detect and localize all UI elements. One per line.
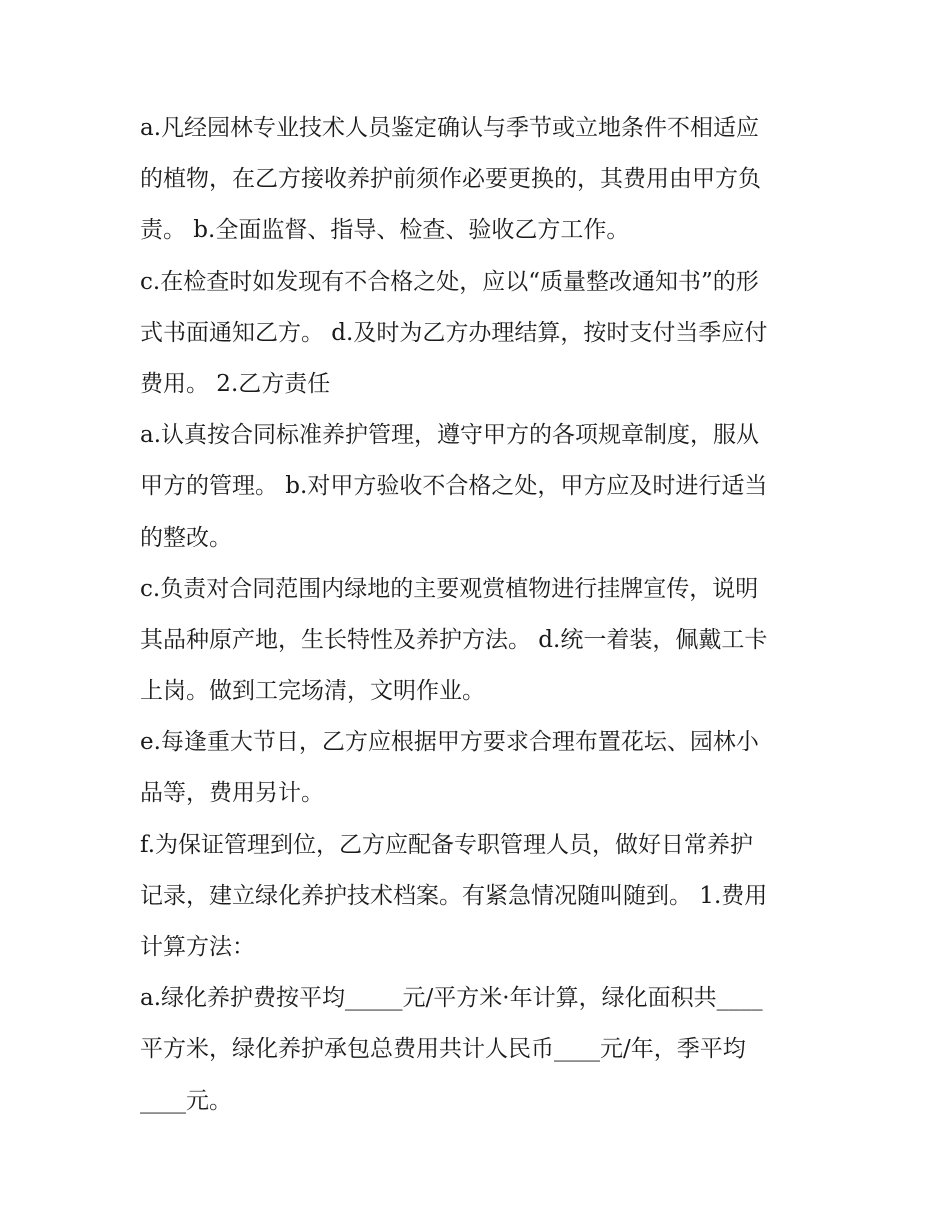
text-line: 的植物，在乙方接收养护前须作必要更换的，其费用由甲方负 <box>140 166 761 193</box>
text-line: a.认真按合同标准养护管理，遵守甲方的各项规章制度，服从 <box>140 422 760 449</box>
text-line: 记录，建立绿化养护技术档案。有紧急情况随叫随到。 1.费用 <box>140 882 768 909</box>
text-line: 计算方法： <box>140 934 255 960</box>
text-line: 品等，费用另计。 <box>140 780 324 807</box>
text-line: 式书面通知乙方。 d.及时为乙方办理结算，按时支付当季应付 <box>140 319 768 346</box>
document-body <box>140 103 820 1127</box>
text-line: c.在检查时如发现有不合格之处，应以“质量整改通知书”的形 <box>140 268 759 295</box>
text-line: f.为保证管理到位，乙方应配备专职管理人员，做好日常养护 <box>140 831 754 858</box>
text-line: a.凡经园林专业技术人员鉴定确认与季节或立地条件不相适应 <box>140 115 760 141</box>
text-line: a.绿化养护费按平均_____元/平方米·年计算，绿化面积共____ <box>140 985 763 1012</box>
text-line: 其品种原产地，生长特性及养护方法。 d.统一着装，佩戴工卡 <box>140 626 768 653</box>
text-line: 平方米，绿化养护承包总费用共计人民币____元/年，季平均 <box>140 1036 746 1063</box>
text-line: 责。 b.全面监督、指导、检查、验收乙方工作。 <box>140 217 630 244</box>
text-line: c.负责对合同范围内绿地的主要观赏植物进行挂牌宣传，说明 <box>140 575 759 602</box>
text-line: 甲方的管理。 b.对甲方验收不合格之处，甲方应及时进行适当 <box>140 473 768 500</box>
text-line: e.每逢重大节日，乙方应根据甲方要求合理布置花坛、园林小 <box>140 729 759 756</box>
text-line: 费用。 2.乙方责任 <box>140 370 331 397</box>
text-line: ____元。 <box>140 1087 232 1114</box>
text-line: 的整改。 <box>140 524 232 551</box>
text-line: 上岗。做到工完场清，文明作业。 <box>140 678 485 705</box>
